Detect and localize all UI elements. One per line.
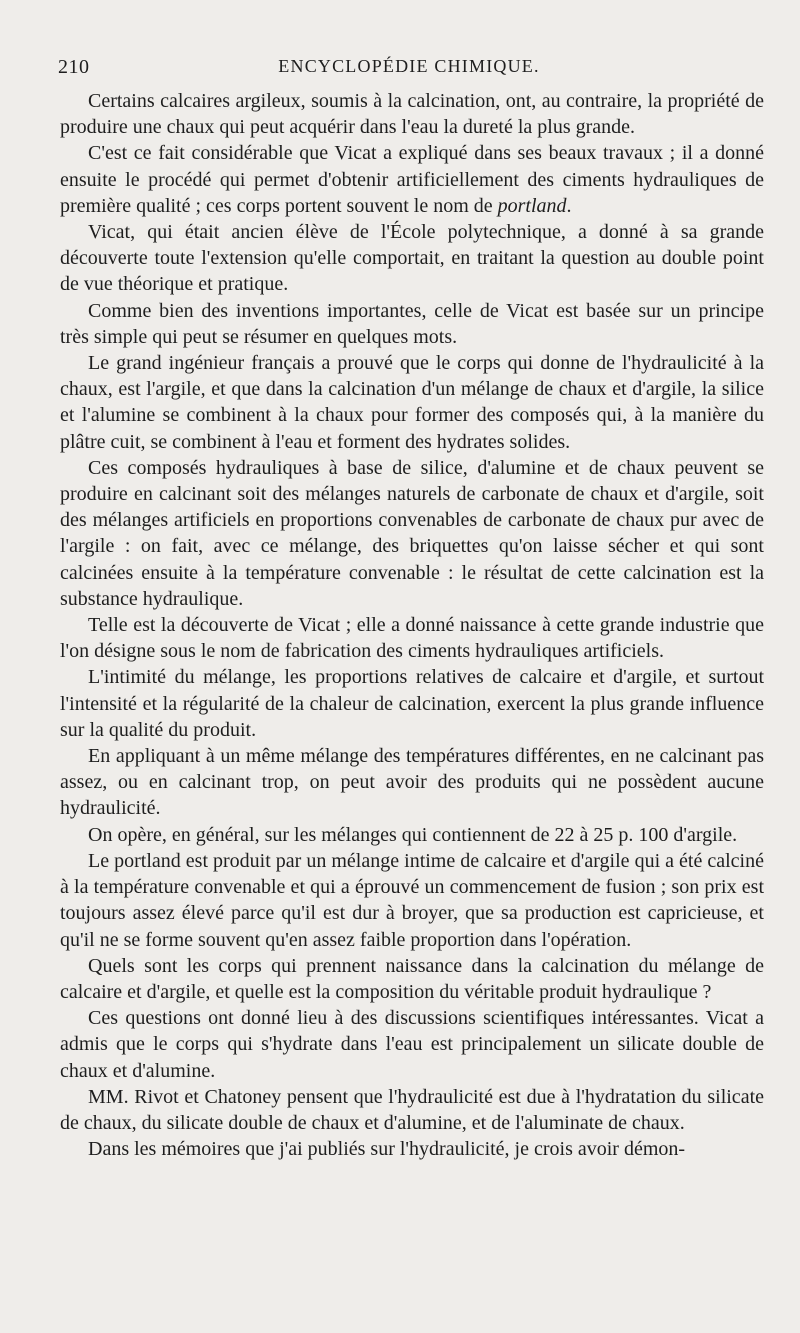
paragraph-1 (60, 88, 764, 140)
paragraph-13 (60, 1005, 764, 1084)
paragraph-11 (60, 848, 764, 953)
running-title: ENCYCLOPÉDIE CHIMIQUE. (278, 56, 540, 76)
emphasized-term: portland (497, 194, 567, 217)
paragraph-10 (60, 822, 764, 848)
paragraph-text: En appliquant à un même mélange des températures différentes, en ne calcinant pas assez, ou en calcinant trop, on peut avoir des produits qui ne possèdent aucune hydraulicité. (60, 745, 764, 820)
paragraph-text: Le portland est produit par un mélange intime de calcaire et d'argile qui a été calciné à la température convenable et qui a éprouvé un commencement de fusion ; son prix est toujours assez élevé parce qu'il est dur à broyer, que sa production est capricieuse, et qu'il ne se forme souvent qu'en assez faible proportion dans l'opération. (60, 849, 764, 951)
running-head (58, 56, 760, 82)
paragraph-text: Vicat, qui était ancien élève de l'École polytechnique, a donné à sa grande découverte toute l'extension qu'elle comportait, en traitant la question au double point de vue théorique et pratique. (60, 221, 764, 296)
paragraph-4 (60, 298, 764, 350)
paragraph-2 (60, 140, 764, 219)
paragraph-6 (60, 455, 764, 612)
paragraph-text-end: . (566, 194, 572, 217)
paragraph-9 (60, 743, 764, 822)
body-text (60, 88, 764, 1162)
page-number: 210 (58, 56, 90, 78)
paragraph-text: On opère, en général, sur les mélanges qui contiennent de 22 à 25 p. 100 d'argile. (88, 823, 738, 846)
paragraph-8 (60, 664, 764, 743)
paragraph-text: C'est ce fait considérable que Vicat a expliqué dans ses beaux travaux ; il a donné ensuite le procédé qui permet d'obtenir artificiellement des ciments hydrauliques de première qualité ; ces corps portent souvent le nom de (60, 142, 764, 217)
paragraph-14 (60, 1084, 764, 1136)
paragraph-15 (60, 1136, 764, 1162)
paragraph-text: MM. Rivot et Chatoney pensent que l'hydraulicité est due à l'hydratation du silicate de chaux, du silicate double de chaux et d'alumine, et de l'aluminate de chaux. (60, 1085, 764, 1134)
paragraph-3 (60, 219, 764, 298)
paragraph-text: Quels sont les corps qui prennent naissance dans la calcination du mélange de calcaire et d'argile, et quelle est la composition du véritable produit hydraulique ? (60, 954, 764, 1003)
paragraph-text: Certains calcaires argileux, soumis à la calcination, ont, au contraire, la propriété de produire une chaux qui peut acquérir dans l'eau la dureté la plus grande. (60, 90, 764, 139)
paragraph-5 (60, 350, 764, 455)
paragraph-text: Telle est la découverte de Vicat ; elle a donné naissance à cette grande industrie que l'on désigne sous le nom de fabrication des ciments hydrauliques artificiels. (60, 614, 764, 663)
paragraph-12 (60, 953, 764, 1005)
paragraph-text: Ces questions ont donné lieu à des discussions scientifiques intéressantes. Vicat a admis que le corps qui s'hydrate dans l'eau est principalement un silicate double de chaux et d'alumine. (60, 1007, 764, 1082)
paragraph-text: Ces composés hydrauliques à base de silice, d'alumine et de chaux peuvent se produire en calcinant soit des mélanges naturels de carbonate de chaux et d'argile, soit des mélanges artificiels en proportions convenables de carbonate de chaux pur avec de l'argile : on fait, avec ce mélange, des briquettes qu'on laisse sécher et qui sont calcinées ensuite à la température convenable : le résultat de cette calcination est la substance hydraulique. (60, 456, 764, 610)
paragraph-text: L'intimité du mélange, les proportions relatives de calcaire et d'argile, et surtout l'intensité et la régularité de la chaleur de calcination, exercent la plus grande influence sur la qualité du produit. (60, 666, 764, 741)
paragraph-text: Le grand ingénieur français a prouvé que le corps qui donne de l'hydraulicité à la chaux, est l'argile, et que dans la calcination d'un mélange de chaux et d'argile, la silice et l'alumine se combinent à la chaux pour former des composés qui, à la manière du plâtre cuit, se combinent à l'eau et forment des hydrates solides. (60, 352, 764, 453)
paragraph-7 (60, 612, 764, 664)
paragraph-text: Dans les mémoires que j'ai publiés sur l'hydraulicité, je crois avoir démon- (88, 1138, 686, 1161)
paragraph-text: Comme bien des inventions importantes, celle de Vicat est basée sur un principe très simple qui peut se résumer en quelques mots. (60, 299, 764, 348)
